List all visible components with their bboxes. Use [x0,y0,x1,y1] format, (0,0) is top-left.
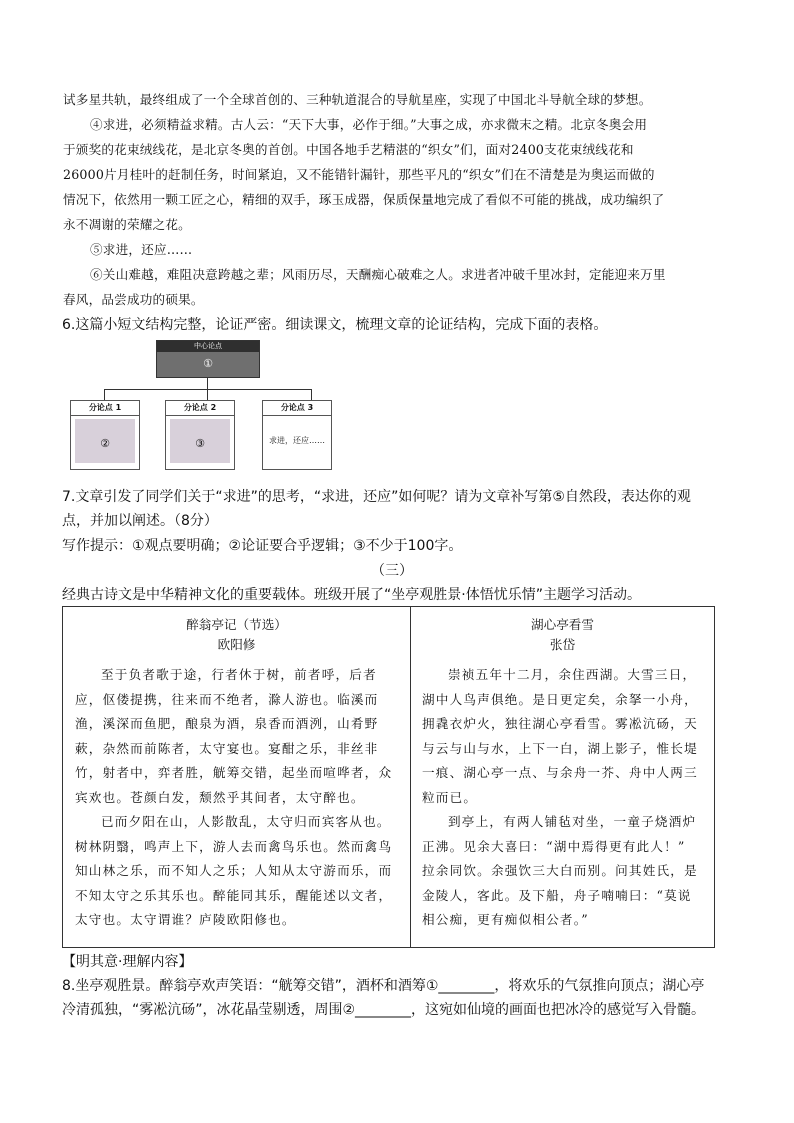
passage-line: 到亭上，有两人铺毡对坐，一童子烧酒炉 [448,814,697,829]
question-6: 6.这篇小短文结构完整，论证严密。细读课文，梳理文章的论证结构，完成下面的表格。 [62,317,608,333]
passage-line: 拥毳衣炉火，独往湖心亭看雪。雾凇沆砀，天 [422,716,698,731]
question-8-line-2: 冷清孤独，“雾凇沆砀”，冰花晶莹剔透，周围②________，这宛如仙境的画面也把冰冷的感觉写入骨髓。 [62,1002,706,1018]
paragraph-4-line-3: 26000片月桂叶的赶制任务，时间紧迫，又不能错针漏针，那些平凡的“织女”们在不清楚是为奥运而做的 [63,167,655,182]
central-argument-label: 中心论点 [157,341,259,352]
passage-line: 至于负者歌于途，行者休于树，前者呼，后者 [101,667,377,682]
passage-line: 已而夕阳在山，人影散乱，太守归而宾客从也。 [101,814,391,829]
sub-argument-value: ② [100,437,110,450]
passage-table [62,606,715,948]
passage-left [63,615,410,927]
paragraph-line: 试多星共轨，最终组成了一个全球首创的、三种轨道混合的导航星座，实现了中国北斗导航全球的梦想。 [63,92,652,107]
passage-line: 与云与山与水，上下一白，湖上影子，惟长堤 [422,740,698,756]
sub-argument-value: 求进，还应…… [269,436,325,445]
passage-line: 正沸。见余大喜曰：“湖中焉得更有此人！” [422,838,686,854]
sub-argument-body [170,419,230,463]
passage-line: 崇祯五年十二月，余住西湖。大雪三日， [448,667,697,682]
paragraph-6-line-1: ⑥关山难越，难阻决意跨越之辈；风雨历尽，天酬痴心破难之人。求进者冲破千里冰封，定能迎来万里 [90,267,666,282]
passage-line: 相公痴，更有痴似相公者。” [422,912,589,927]
paragraph-4-line-4: 情况下，依然用一颗工匠之心，精细的双手，琢玉成器，保质保量地完成了看似不可能的挑战，成功编织了 [63,192,665,207]
argument-structure-diagram [68,340,348,475]
sub-argument-box-1 [70,400,140,470]
passage-author: 张岱 [549,637,576,652]
connector-right [311,389,312,400]
passage-line: 蔌，杂然而前陈者，太守宴也。宴酣之乐，非丝非 [75,740,379,756]
sub-argument-label: 分论点 1 [71,401,139,416]
passage-line: 应，伛偻提携，往来而不绝者，滁人游也。临溪而 [75,691,379,707]
connector-middle [207,389,208,400]
connector-left [104,389,105,400]
passage-line: 金陵人，客此。及下船，舟子喃喃曰：“莫说 [422,887,692,903]
paragraph-4-line-1: ④求进，必须精益求精。古人云：“天下大事，必作于细。”大事之成，亦求微末之精。北京冬奥会用 [90,117,648,132]
understanding-heading: 【明其意·理解内容】 [62,954,193,970]
connector-vertical-main [207,377,208,389]
question-7-line-1: 7.文章引发了同学们关于“求进”的思考，“求进，还应”如何呢？请为文章补写第⑤自然段，表达你的观 [62,489,691,505]
central-argument-value: ① [203,357,213,370]
passage-line: 一痕、湖心亭一点、与余舟一芥、舟中人两三 [422,765,698,780]
sub-argument-box-3 [262,400,332,470]
passage-author: 欧阳修 [217,637,256,652]
passage-line: 竹，射者中，弈者胜，觥筹交错，起坐而喧哗者，众 [75,765,393,780]
column-divider [410,607,411,947]
sub-argument-body [75,419,135,463]
passage-line: 不知太守之乐其乐也。醉能同其乐，醒能述以文者， [75,887,393,903]
paragraph-5: ⑤求进，还应…… [90,242,193,257]
sub-argument-label: 分论点 2 [166,401,234,416]
passage-line: 知山林之乐，而不知人之乐；人知从太守游而乐，而 [75,863,393,878]
section-intro: 经典古诗文是中华精神文化的重要载体。班级开展了“坐亭观胜景·体悟忧乐情”主题学习活动。 [62,587,641,603]
paragraph-6-line-2: 春风，品尝成功的硕果。 [63,292,204,307]
central-argument-box [156,340,260,378]
sub-argument-label: 分论点 3 [263,401,331,416]
sub-argument-value: ③ [195,437,205,450]
passage-line: 拉余同饮。余强饮三大白而别。问其姓氏，是 [422,863,698,878]
paragraph-4-line-2: 于颁奖的花束绒线花，是北京冬奥的首创。中国各地手艺精湛的“织女”们，面对2400支花束绒线花和 [63,142,634,157]
passage-line: 湖中人鸟声俱绝。是日更定矣，余拏一小舟， [422,691,698,707]
passage-line: 树林阴翳，鸣声上下，游人去而禽鸟乐也。然而禽鸟 [75,838,393,854]
passage-line: 粒而已。 [422,789,478,805]
passage-title: 湖心亭看雪 [531,617,594,632]
passage-title: 醉翁亭记（节选） [186,617,287,632]
passage-line: 渔，溪深而鱼肥，酿泉为酒，泉香而酒洌，山肴野 [75,716,379,731]
paragraph-4-line-5: 永不凋谢的荣耀之花。 [63,217,191,232]
passage-line: 太守也。太守谓谁？庐陵欧阳修也。 [75,912,296,927]
passage-line: 宾欢也。苍颜白发，颓然乎其间者，太守醉也。 [75,789,365,805]
question-8-line-1: 8.坐亭观胜景。醉翁亭欢声笑语：“觥筹交错”，酒杯和酒筹①________，将欢乐的气氛推向顶点；湖心亭 [62,978,705,994]
question-7-hint: 写作提示：①观点要明确；②论证要合乎逻辑；③不少于100字。 [62,538,463,554]
sub-argument-box-2 [165,400,235,470]
section-heading: （三） [371,563,413,579]
sub-argument-body [267,419,327,463]
passage-right [411,615,714,927]
question-7-line-2: 点，并加以阐述。（8分） [62,513,218,529]
